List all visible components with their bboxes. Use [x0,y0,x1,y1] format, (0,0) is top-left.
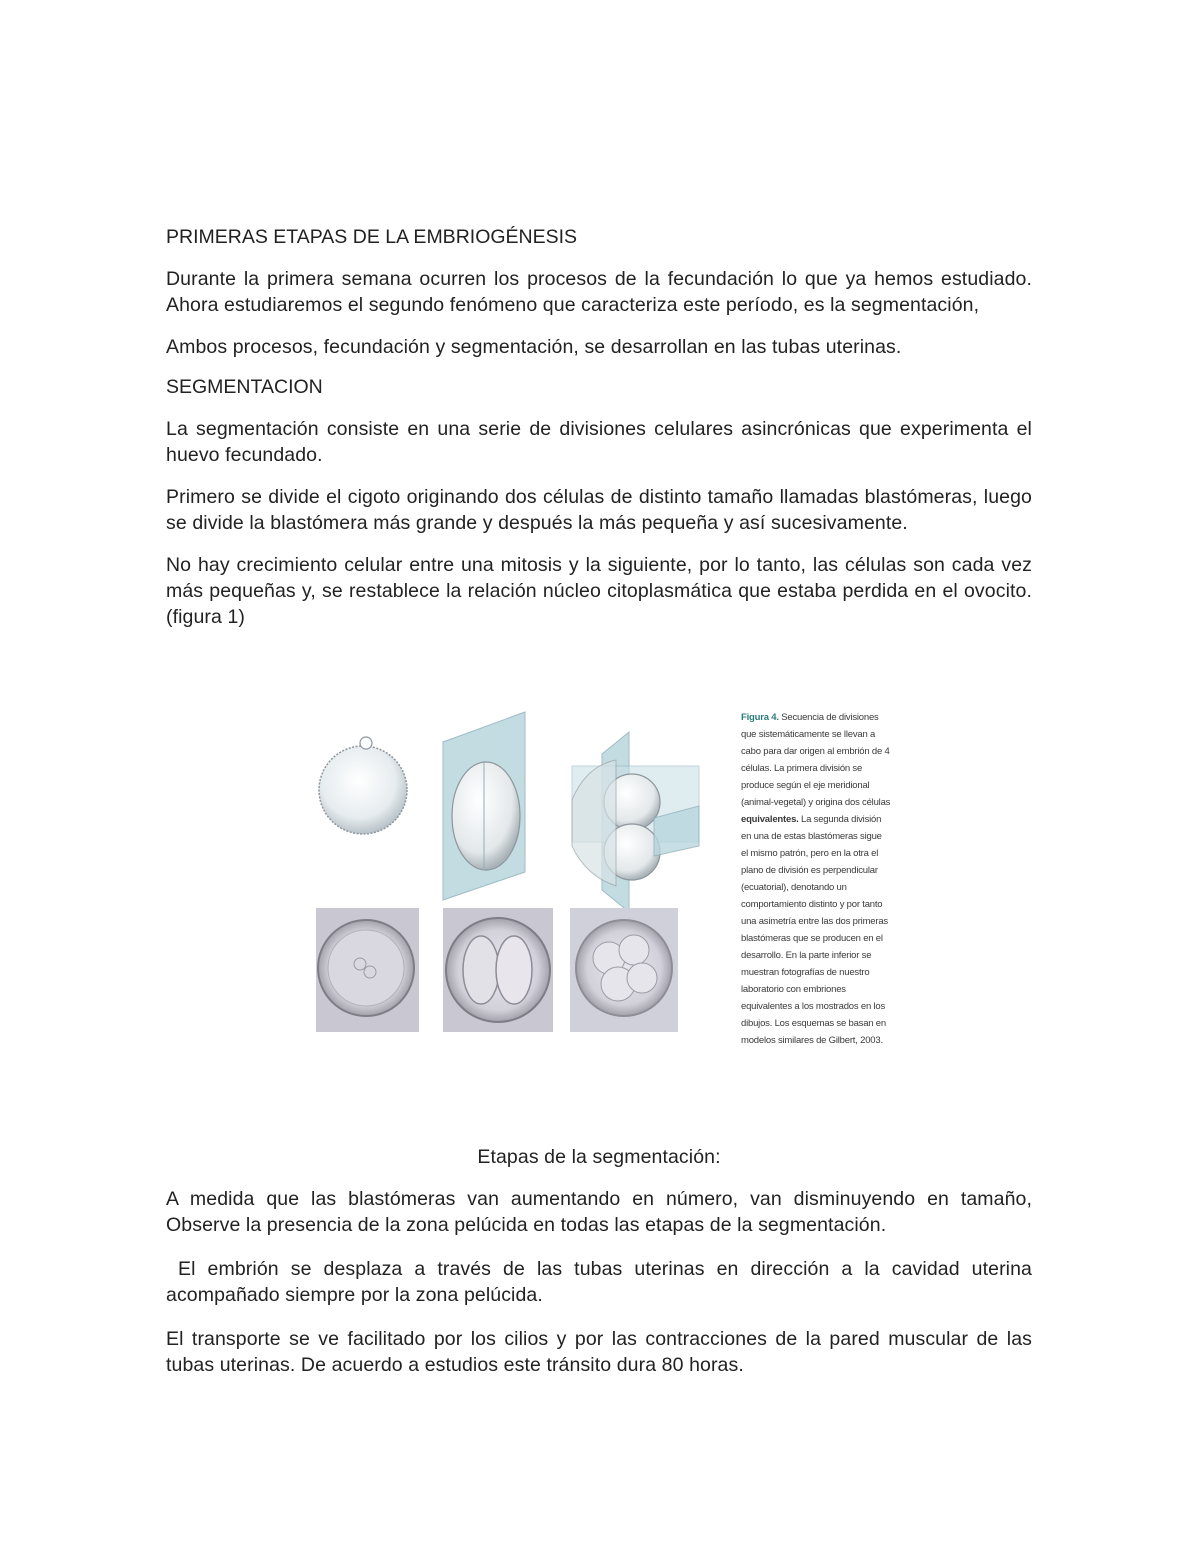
figure-caption [741,709,891,1049]
figure-caption-text-1: Secuencia de divisiones que sistemáticamente se llevan a cabo para dar origen al embrión de 4 células. La primera división se produce según el eje meridional (animal-vegetal) y origina dos células [741,712,891,808]
two-cell-photo [443,908,553,1032]
zygote-photo [316,908,419,1032]
paragraph-1: Durante la primera semana ocurren los procesos de la fecundación lo que ya hemos estudiado. Ahora estudiaremos el segundo fenómeno que caracteriza este período, es la segmentación, [166,268,1032,316]
section-heading: SEGMENTACION [166,376,323,398]
paragraph-7: El embrión se desplaza a través de las tubas uterinas en dirección a la cavidad uterina acompañado siempre por la zona pelúcida. [166,1258,1038,1306]
paragraph-6: A medida que las blastómeras van aumentando en número, van disminuyendo en tamaño, Observe la presencia de la zona pelúcida en todas las etapas de la segmentación. [166,1188,1032,1236]
four-cell-photo [570,908,678,1032]
figure-caption-lead: Figura 4. [741,712,779,723]
zygote-drawing [319,737,407,834]
paragraph-5: No hay crecimiento celular entre una mitosis y la siguiente, por lo tanto, las células son cada vez más pequeñas y, se restablece la relación núcleo citoplasmática que estaba perdida en el ovocito. (figura 1) [166,554,1032,628]
paragraph-3: La segmentación consiste en una serie de divisiones celulares asincrónicas que experimenta el huevo fecundado. [166,418,1032,466]
figure-label: Etapas de la segmentación: [477,1146,721,1168]
paragraph-2: Ambos procesos, fecundación y segmentación, se desarrollan en las tubas uterinas. [166,336,902,358]
figure-caption-text-2: La segunda división en una de estas blastómeras sigue el mismo patrón, pero en la otra el plano de división es perpendicular (ecuatorial), denotando un comportamiento distinto y por tanto una asimetría entre las dos primeras blastómeras que se producen en el desarrollo. En la parte inferior se muestran fotografías de nuestro laboratorio con embriones equivalentes a los mostrados en los dibujos. Los esquemas se basan en modelos similares de Gilbert, 2003. [741,814,888,1046]
second-division-drawing [572,732,699,912]
document-body-lower [166,1144,1038,1378]
paragraph-4: Primero se divide el cigoto originando dos células de distinto tamaño llamadas blastómeras, luego se divide la blastómera más grande y después la más pequeña y así sucesivamente. [166,486,1032,534]
paragraph-8: El transporte se ve facilitado por los cilios y por las contracciones de la pared muscular de las tubas uterinas. De acuerdo a estudios este tránsito dura 80 horas. [166,1328,1032,1376]
first-division-drawing [443,712,525,900]
figure-caption-bold: equivalentes. [741,814,799,825]
page-title: PRIMERAS ETAPAS DE LA EMBRIOGÉNESIS [166,226,578,248]
document-body [166,224,1032,630]
